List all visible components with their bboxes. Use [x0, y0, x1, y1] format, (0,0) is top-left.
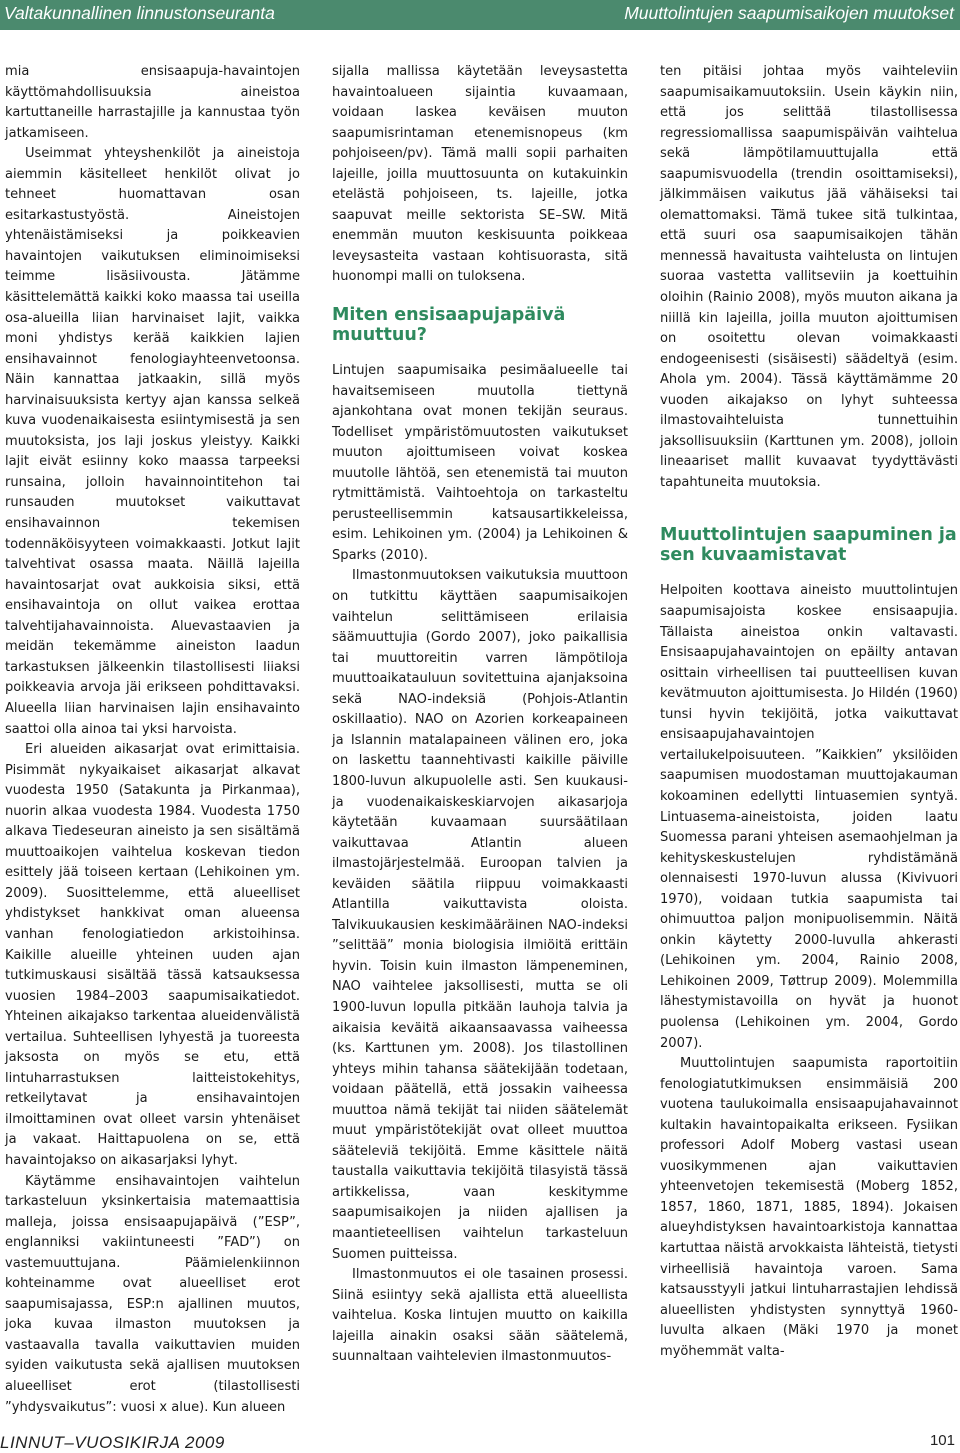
section-heading: Muuttolintujen saapuminen ja sen kuvaamistavat [660, 525, 957, 566]
header-article-title: Muuttolintujen saapumisaikojen muutokset [624, 3, 954, 23]
paragraph: sijalla mallissa käytetään leveysastetta havaintoalueen sijaintia kuvaamaan, voidaan laskea keväisen muuton saapumisrintaman etenemisnopeus (km pohjoiseen/pv). Tämä malli sopii parhaiten lajeille, joilla muuttosuunta on kutakuinkin etelästä pohjoiseen, ts. lajeille, jotka saapuvat meille sektorista SE–SW. Mitä enemmän muuton keskisuunta poikkeaa leveysasteita vastaan kohtisuorasta, sitä huonompi malli on tuloksena. [332, 64, 628, 285]
section-heading: Miten ensisaapujapäivä muuttuu? [332, 305, 566, 346]
page-number: 101 [929, 1432, 955, 1449]
paragraph: mia ensisaapuja-havaintojen käyttömahdollisuuksia aineistoa kartuttaneille harrastajille ja kannustaa työn jatkamiseen. [5, 64, 300, 141]
running-header [0, 0, 960, 30]
paragraph: Muuttolintujen saapumista raportoitiin fenologiatutkimuksen ensimmäisiä 200 vuotena taulukoimalla ensisaapujahavainnot kultakin havaintopaikalta erikseen. Fysiikan professori Adolf Moberg vastasi usean vuosikymmenen ajan vaikuttavien yhteenvetojen tekemisestä (Moberg 1852, 1857, 1860, 1871, 1885, 1894). Jokaisen alueyhdistyksen havaintoarkistoja kannattaa kartuttaa näistä arvokkaista lähteistä, tietysti virheellisiä havaintoja varoen. Sama katsausstyyli jatkui lintuharrastajien lehdissä alueellisten yhdistysten synnyttyä 1960-luvulta alkaen (Mäki 1970 ja monet myöhemmät valta- [660, 1056, 959, 1359]
footer-journal-title: LINNUT–VUOSIKIRJA 2009 [0, 1433, 225, 1452]
paragraph: Helpoiten koottava aineisto muuttolintujen saapumisajoista koskee ensisaapujia. Tällaista aineistoa onkin valtavasti. Ensisaapujahavaintojen on epäilty antavan osittain virheellisen tai puutteellisen kuvan kevätmuuton ajoittumisesta. Jo Hildén (1960) tunsi hyvin tekijöitä, jotka vaikuttavat ensisaapujahavaintojen vertailukelpoisuuteen. ”Kaikkien” yksilöiden saapumisen muodostaman muuttojakauman kokoaminen edellytti lintuasemien syntyä. Lintuasema-aineistoista, joiden laatu Suomessa parani yhteisen asemaohjelman ja kehityskeskustelujen ryhdistämänä olennaisesti 1970-luvun alussa (Kivivuori 1970), voidaan tutkia saapumista tai ohimuuttoa paljon monipuolisemmin. Näitä onkin käytetty 2000-luvulla ahkerasti (Lehikoinen ym. 2004, Rainio 2008, Lehikoinen 2009, Tøttrup 2009). Molemmilla lähestymistavoilla on hyvät ja huonot puolensa (Lehikoinen ym. 2004, Gordo 2007). [660, 583, 958, 1051]
paragraph: Ilmastonmuutos ei ole tasainen prosessi. Siinä esiintyy sekä ajallista että alueellista vaihtelua. Koska lintujen muutto on kaikilla lajeilla ainakin osaksi sään säätelemä, suunnaltaan vaihtelevien ilmastonmuutos- [332, 1267, 628, 1365]
paragraph: Eri alueiden aikasarjat ovat erimittaisia. Pisimmät nykyaikaiset aikasarjat alkavat vuodesta 1950 (Satakunta ja Pirkanmaa), nuorin alkaa vuodesta 1984. Vuodesta 1750 alkava Tiedeseuran aineisto ja sen sisältämä muuttoaikojen vaihtelua koskevan tiedon esittely jää toiseen kertaan (Lehikoinen ym. 2009). Suosittelemme, että alueelliset yhdistykset hankkivat oman alueensa vanhan fenologiatiedon arkistoihinsa. Kaikille alueille yhteinen uuden ajan tutkimuskausi sisältää tässä katsauksessa vuosien 1984–2003 saapumisaikatiedot. Yhteinen aikajakso tarkentaa alueidenvälistä vertailua. Suhteellisen lyhyestä ja tuoreesta jaksosta on myös se etu, että lintuharrastuksen laitteistokehitys, retkeilytavat ja ensihavaintojen ilmoittaminen ovat olleet varsin yhtenäiset ja vakaat. Haittapuolena on se, että havaintojakso on aikasarjaksi lyhyt. [5, 742, 300, 1168]
paragraph: Ilmastonmuutoksen vaikutuksia muuttoon on tutkittu käyttäen saapumisaikojen vaihtelun selittämiseen erilaisia säämuuttujia (Gordo 2007), joko paikallisia tai muuttoreitin varren lämpötiloja muuttoaikatauluun sovitettuina ajanjaksoina sekä NAO-indeksiä (Pohjois-Atlantin oskillaatio). NAO on Azorien korkeapaineen ja Islannin matalapaineen välinen ero, joka on laskettu taannehtivasti kaikille päiville 1800-luvun alkupuolelle asti. Sen kuukausi- ja vuodenaikaiskeskiarvojen aikasarjoja käytetään kuvaamaan suursäätilaan vaikuttavaa Atlantin alueen ilmastojärjestelmää. Euroopan talvien ja keväiden säätila riippuu voimakkaasti Atlantilla vaikuttavista oloista. Talvikuukausien keskimääräinen NAO-indeksi ”selittää” monia biologisia ilmiöitä erittäin hyvin. Toisin kuin ilmaston lämpeneminen, NAO vaihtelee jaksollisesti, mutta se oli 1900-luvun lopulla pitkään lauhoja talvia ja aikaisia keväitä aikaansaavassa vaiheessa (ks. Karttunen ym. 2008). Jos tilastollinen yhteys mihin tahansa säätekijään todetaan, voidaan päätellä, että jossakin vaiheessa muuttoa nämä tekijät tai niiden säätelemät muut ympäristötekijät ovat olleet muuttoa sääteleviä tekijöitä. Emme käsittele näitä taustalla vaikuttavia tekijöitä tilasyistä tässä artikkelissa, vaan keskitymme saapumisaikojen ja niiden ajallisen ja maantieteellisen vaihtelun tarkasteluun Suomen puitteissa. [332, 568, 628, 1262]
header-series-title: Valtakunnallinen linnustonseuranta [4, 3, 275, 23]
paragraph: Useimmat yhteyshenkilöt ja aineistoja aiemmin käsitelleet henkilöt olivat jo tehneet huomattavan osan esitarkastustyöstä. Aineistojen yhtenäistämiseksi ja poikkeavien havaintojen vaikutuksen eliminoimiseksi teimme lisäsiivousta. Jätämme käsittelemättä kaikki koko maassa tai useilla osa-alueilla liian harvinaiset lajit, vaikka moni yhdistys kerää kaikkien lajien ensihavainnot fenologiayhteenvetoonsa. Näin kannattaa jatkaakin, sillä myös harvinaisuuksista kertyy ajan kanssa selkeä kuva vuodenaikaisesta esiintymisestä ja sen muutoksista, jos laji joskus yleistyy. Kaikki lajit eivät esiinny koko maassa tarpeeksi runsaina, jolloin havainnointitehon tai runsauden muutokset vaikuttavat ensihavainnon tekemisen todennäköisyyteen voimakkaasti. Jotkut lajit talvehtivat osassa maata. Näillä lajeilla havaintosarjat ovat aukkoisia siksi, että ensihavaintoja on ollut vaikea erottaa talvehtijahavainnoista. Aluevastaavien ja meidän tekemämme aineiston laadun tarkastuksen jälkeenkin tilastollisesti liiaksi poikkeavia arvoja jäi erikseen pohdittavaksi. Alueella liian harvinaisen lajin ensihavainto saattoi olla ainoa tai yksi harvoista. [5, 146, 300, 737]
paragraph: Käytämme ensihavaintojen vaihtelun tarkasteluun yksinkertaisia matemaattisia malleja, joissa ensisaapujapäivä (”ESP”, englanniksi vakiintuneesti ”FAD”) on vastemuuttujana. Päämielenkiinnon kohteinamme ovat alueelliset erot saapumisajassa, ESP:n ajallinen muutos, joka kuvaa ilmaston muutoksen ja vastaavalla tavalla vaikuttavien muiden syiden vaikutusta sekä ajallisen muutoksen alueelliset erot (tilastollisesti ”yhdysvaikutus”: vuosi x alue). Kun alueen [5, 1173, 300, 1415]
paragraph: Lintujen saapumisaika pesimäalueelle tai havaitsemiseen muutolla tiettynä ajankohtana ovat monen tekijän seuraus. Todelliset ympäristömuutosten vaikutukset muuton ajoittumiseen voivat koskea muutolle lähtöä, sen etenemistä tai muuton rytmittämistä. Vaihtoehtoja on tarkasteltu perusteellisemmin katsausartikkeleissa, esim. Lehikoinen ym. (2004) ja Lehikoinen & Sparks (2010). [332, 363, 628, 563]
text-column-1 [5, 62, 300, 1418]
paragraph: ten pitäisi johtaa myös vaihteleviin saapumisaikamuutoksiin. Usein käykin niin, että jos selittää tilastollisessa regressiomallissa saapumispäivän vaihtelua sekä lämpötilamuuttujalla että saapumisvuodella (trendin osoittamiseksi), jälkimmäisen vaikutus jää vähäiseksi tai olemattomaksi. Tämä tukee sitä tulkintaa, että suuri osa saapumisaikojen tähän mennessä havaitusta vaihtelusta on lintujen suoraa vastetta vallitseviin ja koettuihin oloihin (Rainio 2008), myös muuton aikana ja niillä kin lajeilla, joilla muuton ajoittumisen on osoitettu olevan voimakkaasti endogeenisesti (sisäisesti) säädeltyä (esim. Ahola ym. 2004). Tässä käyttämämme 20 vuoden aikajakso on lyhyt suhteessa ilmastovaihteluista tunnettuihin jaksollisuuksiin (Karttunen ym. 2008), jolloin lineaariset mallit kuvaavat tyydyttävästi tapahtuneita muutoksia. [660, 64, 958, 490]
text-column-3 [660, 62, 958, 1362]
text-column-2 [332, 62, 628, 1368]
